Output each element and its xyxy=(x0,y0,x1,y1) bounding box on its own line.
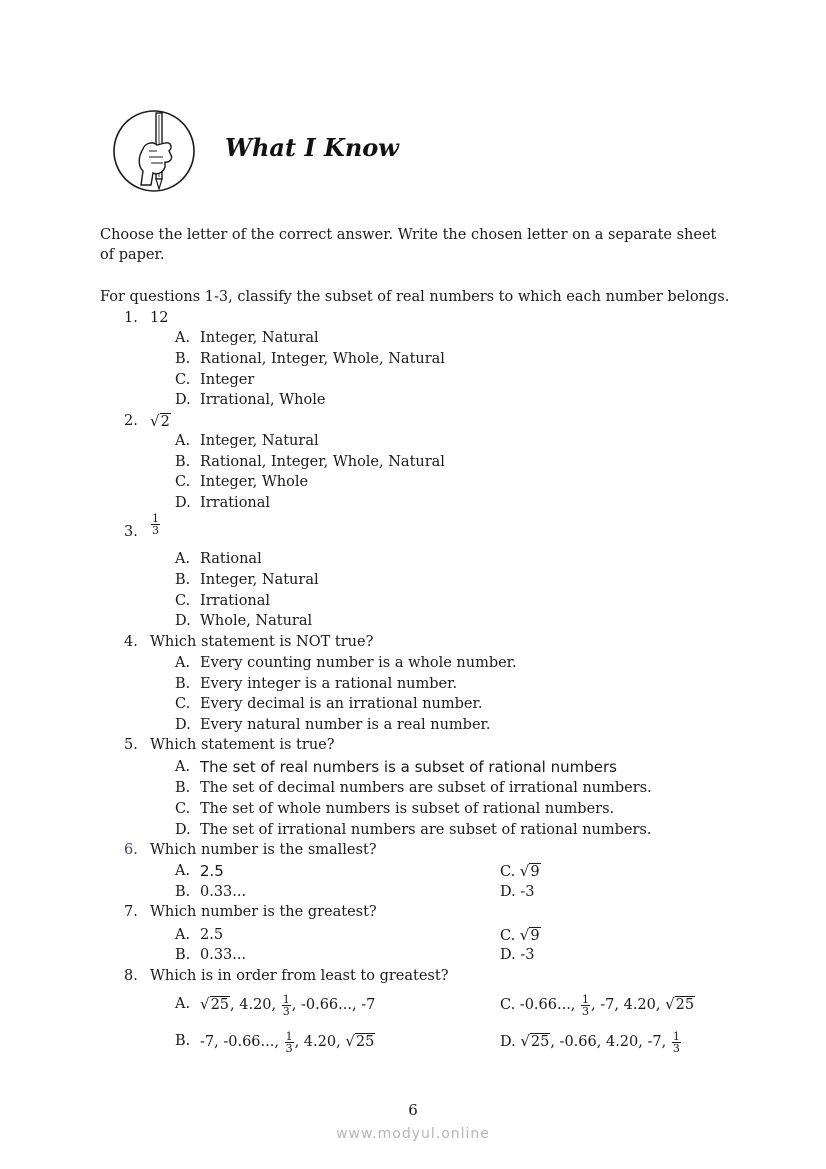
q8-text: Which is in order from least to greatest? xyxy=(150,968,449,984)
q8-d-frac-den: 3 xyxy=(672,1041,680,1055)
q8-c-label: C. xyxy=(500,997,516,1013)
q2-a-label: A. xyxy=(175,433,191,449)
q6-number: 6. xyxy=(124,842,138,858)
q5-d-text: The set of irrational numbers are subset of rational numbers. xyxy=(200,822,652,838)
q2-c-text: Integer, Whole xyxy=(200,474,309,490)
q1-a-label: A. xyxy=(175,330,191,346)
q6-b-label: B. xyxy=(175,884,191,900)
q1-c-text: Integer xyxy=(200,372,255,388)
watermark: www.modyul.online xyxy=(336,1126,490,1142)
q5-b-text: The set of decimal numbers are subset of irrational numbers. xyxy=(200,780,652,796)
q3-d-text: Whole, Natural xyxy=(200,613,313,629)
q8-b-start: -7, -0.66..., xyxy=(200,1034,284,1050)
q8-b-frac-den: 3 xyxy=(285,1041,293,1055)
q2-a-text: Integer, Natural xyxy=(200,433,319,449)
q4-b-text: Every integer is a rational number. xyxy=(200,676,458,692)
q6-a-text: 2.5 xyxy=(200,862,224,880)
q7-d-label: D. xyxy=(500,947,516,963)
q5-text: Which statement is true? xyxy=(150,737,335,753)
q8-b-frac-num: 1 xyxy=(285,1029,293,1043)
q2-b-text: Rational, Integer, Whole, Natural xyxy=(200,454,445,470)
q8-a-end: , -0.66..., -7 xyxy=(291,997,376,1013)
q3-b-label: B. xyxy=(175,572,191,588)
q1-b-text: Rational, Integer, Whole, Natural xyxy=(200,351,445,367)
q6-a-label: A. xyxy=(175,863,191,879)
q1-number: 1. xyxy=(124,310,138,326)
page-title: What I Know xyxy=(225,133,399,162)
q6-c-label: C. xyxy=(500,864,516,880)
q8-d-frac-num: 1 xyxy=(672,1029,680,1043)
q3-c-label: C. xyxy=(175,593,191,609)
q4-b-label: B. xyxy=(175,676,191,692)
q3-expression xyxy=(150,513,161,536)
q6-text: Which number is the smallest? xyxy=(150,842,377,858)
q8-c-frac-den: 3 xyxy=(582,1004,590,1018)
page-number: 6 xyxy=(408,1101,418,1119)
q8-d-label: D. xyxy=(500,1034,516,1050)
q3-frac-den: 3 xyxy=(152,524,159,537)
q1-a-text: Integer, Natural xyxy=(200,330,319,346)
q6-d-text: -3 xyxy=(520,884,535,900)
q8-b-label: B. xyxy=(175,1033,191,1049)
q1-d-text: Irrational, Whole xyxy=(200,392,326,408)
q7-number: 7. xyxy=(124,904,138,920)
q1-c-label: C. xyxy=(175,372,191,388)
q8-d-radicand: 25 xyxy=(530,1034,550,1050)
q7-c-radicand: 9 xyxy=(530,928,540,944)
q4-c-label: C. xyxy=(175,696,191,712)
q2-c-label: C. xyxy=(175,474,191,490)
q5-c-label: C. xyxy=(175,801,191,817)
q8-b-option: -7, -0.66..., $\frac{1}{3}$ , 4.20, √25 xyxy=(200,1029,375,1055)
intro-questions-1-3: For questions 1-3, classify the subset of real numbers to which each number belongs. xyxy=(100,289,730,305)
q4-number: 4. xyxy=(124,634,138,650)
q5-d-label: D. xyxy=(175,822,191,838)
q7-c-label: C. xyxy=(500,928,516,944)
q3-b-text: Integer, Natural xyxy=(200,572,319,588)
q6-d-option xyxy=(500,882,534,902)
q7-d-option xyxy=(500,945,534,965)
q5-b-label: B. xyxy=(175,780,191,796)
q6-b-text: 0.33... xyxy=(200,884,247,900)
q3-c-text: Irrational xyxy=(200,593,271,609)
q8-b-end: , 4.20, xyxy=(294,1034,346,1050)
q3-number: 3. xyxy=(124,524,138,540)
q2-d-text: Irrational xyxy=(200,495,271,511)
q7-d-text: -3 xyxy=(520,947,535,963)
q8-d-mid: , -0.66, 4.20, -7, xyxy=(550,1034,671,1050)
q2-number: 2. xyxy=(124,413,138,429)
q6-c-radicand: 9 xyxy=(530,864,540,880)
instructions: Choose the letter of the correct answer. Write the chosen letter on a separate sheet of paper. xyxy=(100,227,717,263)
q4-text: Which statement is NOT true? xyxy=(150,634,374,650)
q1-b-label: B. xyxy=(175,351,191,367)
q8-a-radicand: 25 xyxy=(210,997,230,1013)
q8-a-mid: , 4.20, xyxy=(230,997,281,1013)
q8-a-option: √25, 4.20, $\frac{1}{3}$ , -0.66..., -7 xyxy=(200,992,376,1018)
q5-a-text: The set of real numbers is a subset of rational numbers xyxy=(200,758,617,776)
q7-a-label: A. xyxy=(175,927,191,943)
q1-d-label: D. xyxy=(175,392,191,408)
q8-a-frac-den: 3 xyxy=(282,1004,290,1018)
q3-a-text: Rational xyxy=(200,551,262,567)
q8-c-radicand: 25 xyxy=(675,997,695,1013)
q4-c-text: Every decimal is an irrational number. xyxy=(200,696,483,712)
q8-a-frac-num: 1 xyxy=(282,992,290,1006)
q2-expression: √2 xyxy=(150,412,170,430)
q2-b-label: B. xyxy=(175,454,191,470)
q6-d-label: D. xyxy=(500,884,516,900)
q8-c-end: , -7, 4.20, xyxy=(591,997,666,1013)
q7-a-text: 2.5 xyxy=(200,927,224,943)
q8-c-frac-num: 1 xyxy=(582,992,590,1006)
q2-d-label: D. xyxy=(175,495,191,511)
q4-a-text: Every counting number is a whole number. xyxy=(200,655,517,671)
q4-a-label: A. xyxy=(175,655,191,671)
q7-text: Which number is the greatest? xyxy=(150,904,377,920)
q7-b-text: 0.33... xyxy=(200,947,247,963)
q8-b-radicand: 25 xyxy=(355,1034,375,1050)
hand-holding-pencil-icon xyxy=(113,105,195,195)
q8-c-start: -0.66..., xyxy=(519,997,581,1013)
q8-a-label: A. xyxy=(175,996,191,1012)
q1-text: 12 xyxy=(150,310,169,326)
q4-d-text: Every natural number is a real number. xyxy=(200,717,491,733)
q5-a-label: A. xyxy=(175,759,191,775)
q2-radicand: 2 xyxy=(160,414,170,430)
q8-number: 8. xyxy=(124,968,138,984)
q6-c-option: C. √9 xyxy=(500,862,540,880)
q8-c-option: C. -0.66..., $\frac{1}{3}$ , -7, 4.20, √25 xyxy=(500,992,695,1018)
q3-d-label: D. xyxy=(175,613,191,629)
q3-a-label: A. xyxy=(175,551,191,567)
q5-c-text: The set of whole numbers is subset of rational numbers. xyxy=(200,801,615,817)
q8-d-option: D. √25, -0.66, 4.20, -7, $\frac{1}{3}$ xyxy=(500,1029,680,1055)
q7-c-option: C. √9 xyxy=(500,926,540,944)
q7-b-label: B. xyxy=(175,947,191,963)
q5-number: 5. xyxy=(124,737,138,753)
q4-d-label: D. xyxy=(175,717,191,733)
q3-frac-num: 1 xyxy=(152,512,159,525)
